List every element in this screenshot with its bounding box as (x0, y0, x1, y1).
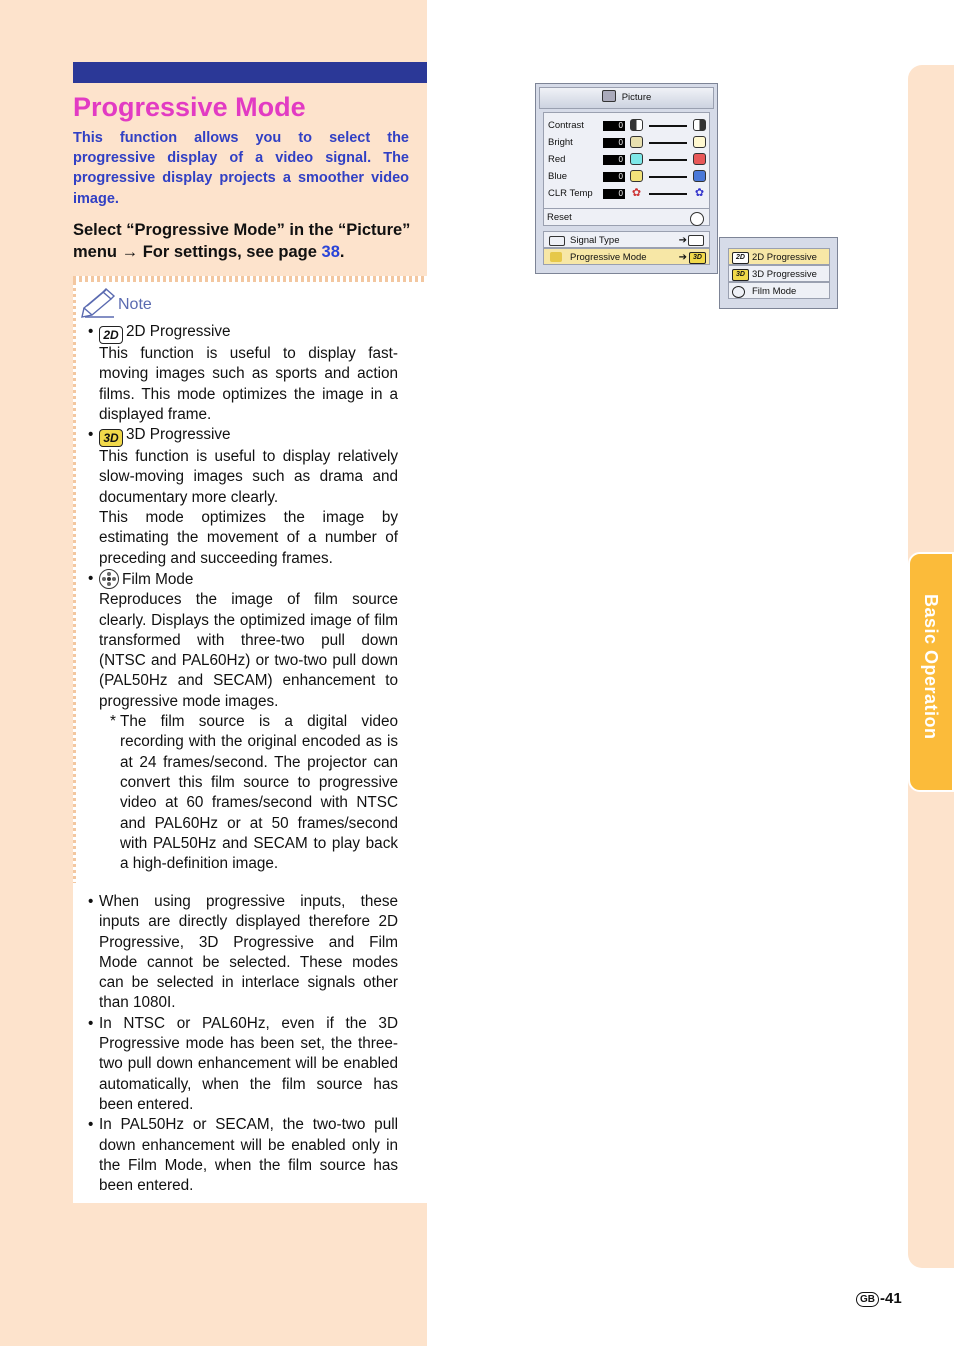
2d-badge-icon: 2D (99, 326, 123, 344)
slider-bar (649, 193, 687, 195)
instruction-part2: For settings, see page (142, 243, 317, 261)
list-item (88, 1115, 398, 1196)
footnote-star: * (110, 713, 116, 731)
submenu-label: Film Mode (752, 286, 797, 297)
instruction-part1: Select “Progressive Mode” in the “Picture” menu (73, 221, 411, 261)
slider-bar (649, 125, 687, 127)
menu-reset-label: Reset (547, 212, 572, 223)
menu-title: Picture (621, 92, 652, 103)
item-title: Film Mode (122, 570, 194, 588)
submenu-label: 3D Progressive (752, 269, 817, 280)
contrast-icon (693, 119, 706, 131)
red-swatch-icon (693, 153, 706, 165)
cyan-swatch-icon (630, 153, 643, 165)
film-reel-icon (732, 286, 745, 298)
signal-value-icon (688, 235, 704, 246)
film-reel-icon (99, 569, 119, 589)
side-tab-label: Basic Operation (921, 594, 941, 740)
submenu-item-3d (728, 265, 830, 282)
menu-row-red (548, 151, 708, 168)
item-title: 3D Progressive (126, 426, 231, 444)
menu-row-value: 0 (603, 155, 625, 165)
contrast-icon (630, 119, 643, 131)
bullet: • (88, 1116, 94, 1134)
menu-progressive-mode-label: Progressive Mode (570, 252, 647, 263)
3d-badge-icon: 3D (99, 429, 123, 447)
item-paragraph: This function is useful to display relatively slow-moving images such as drama and documentary more clearly. (99, 448, 398, 506)
menu-row-label: Red (548, 154, 566, 165)
menu-progressive-mode-row (543, 248, 710, 265)
menu-row-value: 0 (603, 138, 625, 148)
note-side-border (73, 276, 76, 883)
blue-swatch-icon (693, 170, 706, 182)
brightness-icon (693, 136, 706, 148)
picture-menu-screenshot (535, 83, 718, 274)
item-text: In PAL50Hz or SECAM, the two-two pull down enhancement will be enabled only in the Film Mode, when the film source has been entered. (99, 1116, 398, 1195)
brightness-icon (630, 136, 643, 148)
progressive-icon (550, 252, 562, 262)
arrow-right-icon: ➔ (678, 235, 687, 246)
region-badge: GB (856, 1292, 879, 1307)
note-label: Note (118, 296, 152, 313)
menu-header (539, 87, 714, 109)
submenu-item-2d (728, 248, 830, 265)
menu-row-label: Contrast (548, 120, 584, 131)
bullet: • (88, 893, 94, 910)
bullet: • (88, 426, 94, 444)
footnote-text: The film source is a digital video recording with the original encoded as is at 24 frames/second. The projector can convert this film source to progressive video at 60 frames/second with NTSC and PAL60Hz or at 50 frames/second with PAL50Hz and SECAM to play back a high-definition image. (120, 713, 398, 873)
slider-bar (649, 159, 687, 161)
bullet: • (88, 569, 94, 587)
menu-reset-row (543, 208, 710, 226)
arrow-right-icon: ➔ (678, 252, 687, 263)
side-tab-basic-operation[interactable] (908, 552, 954, 792)
menu-signal-type-row (543, 231, 710, 248)
list-item-2d (88, 322, 398, 425)
menu-row-contrast (548, 117, 708, 134)
yellow-swatch-icon (630, 170, 643, 182)
2d-badge-icon: 2D (732, 252, 749, 264)
list-item-3d (88, 425, 398, 569)
page-title: Progressive Mode (73, 92, 306, 122)
menu-signal-type-label: Signal Type (570, 235, 620, 246)
item-title: 2D Progressive (126, 323, 231, 340)
intro-text: This function allows you to select the progressive display of a video signal. The progressive display projects a smoother video image. (73, 130, 409, 207)
note-list (88, 322, 398, 874)
signal-icon (549, 236, 565, 246)
tv-icon (602, 90, 616, 102)
reset-icon (690, 212, 704, 226)
page-number (856, 1290, 902, 1307)
arrow-icon: → (121, 243, 139, 261)
item-paragraph: This mode optimizes the image by estimating the movement of a number of preceding and succeeding frames. (99, 509, 398, 567)
progressive-submenu (719, 237, 838, 309)
footnote (99, 712, 398, 874)
menu-row-blue (548, 168, 708, 185)
page-reference-link[interactable]: 38 (321, 243, 340, 261)
note-pencil-icon (81, 288, 117, 318)
bullet: • (88, 323, 94, 340)
list-item (88, 892, 398, 1014)
temperature-icon: ✿ (694, 187, 705, 199)
list-item (88, 1014, 398, 1115)
bullet: • (88, 1014, 94, 1032)
menu-row-clr-temp (548, 185, 708, 202)
item-text: When using progressive inputs, these inputs are directly displayed therefore 2D Progressive, 3D Progressive and Film Mode cannot be selected. These modes can be selected in interlace signals other than 1080I. (99, 893, 398, 1012)
slider-bar (649, 176, 687, 178)
slider-bar (649, 142, 687, 144)
menu-row-label: Bright (548, 137, 573, 148)
list-item-film (88, 569, 398, 874)
temperature-icon: ✿ (631, 187, 642, 199)
submenu-label: 2D Progressive (752, 252, 817, 263)
instruction-period: . (339, 243, 345, 261)
note-border-dots (73, 276, 427, 282)
note-extra-list (88, 892, 398, 1196)
section-header-bar (73, 62, 427, 83)
menu-row-value: 0 (603, 189, 625, 199)
menu-row-value: 0 (603, 121, 625, 131)
3d-badge-icon: 3D (689, 252, 706, 264)
instruction-text (73, 219, 415, 263)
submenu-item-film (728, 282, 830, 299)
3d-badge-icon: 3D (732, 269, 749, 281)
item-paragraph: Reproduces the image of film source clearly. Displays the optimized image of film transformed with three-two pull down (NTSC and PAL60Hz) or two-two pull down (PAL50Hz and SECAM) enhancement to progressive mode images. (99, 591, 398, 710)
menu-row-label: Blue (548, 171, 568, 182)
menu-row-label: CLR Temp (548, 188, 593, 199)
page-number-value: -41 (880, 1290, 902, 1307)
item-text: In NTSC or PAL60Hz, even if the 3D Progressive mode has been set, the three-two pull down enhancement will be enabled automatically, when the film source has been entered. (99, 1014, 398, 1113)
menu-row-value: 0 (603, 172, 625, 182)
menu-row-bright (548, 134, 708, 151)
item-paragraph: This function is useful to display fast-moving images such as sports and action films. This mode optimizes the image in a displayed frame. (99, 345, 398, 423)
